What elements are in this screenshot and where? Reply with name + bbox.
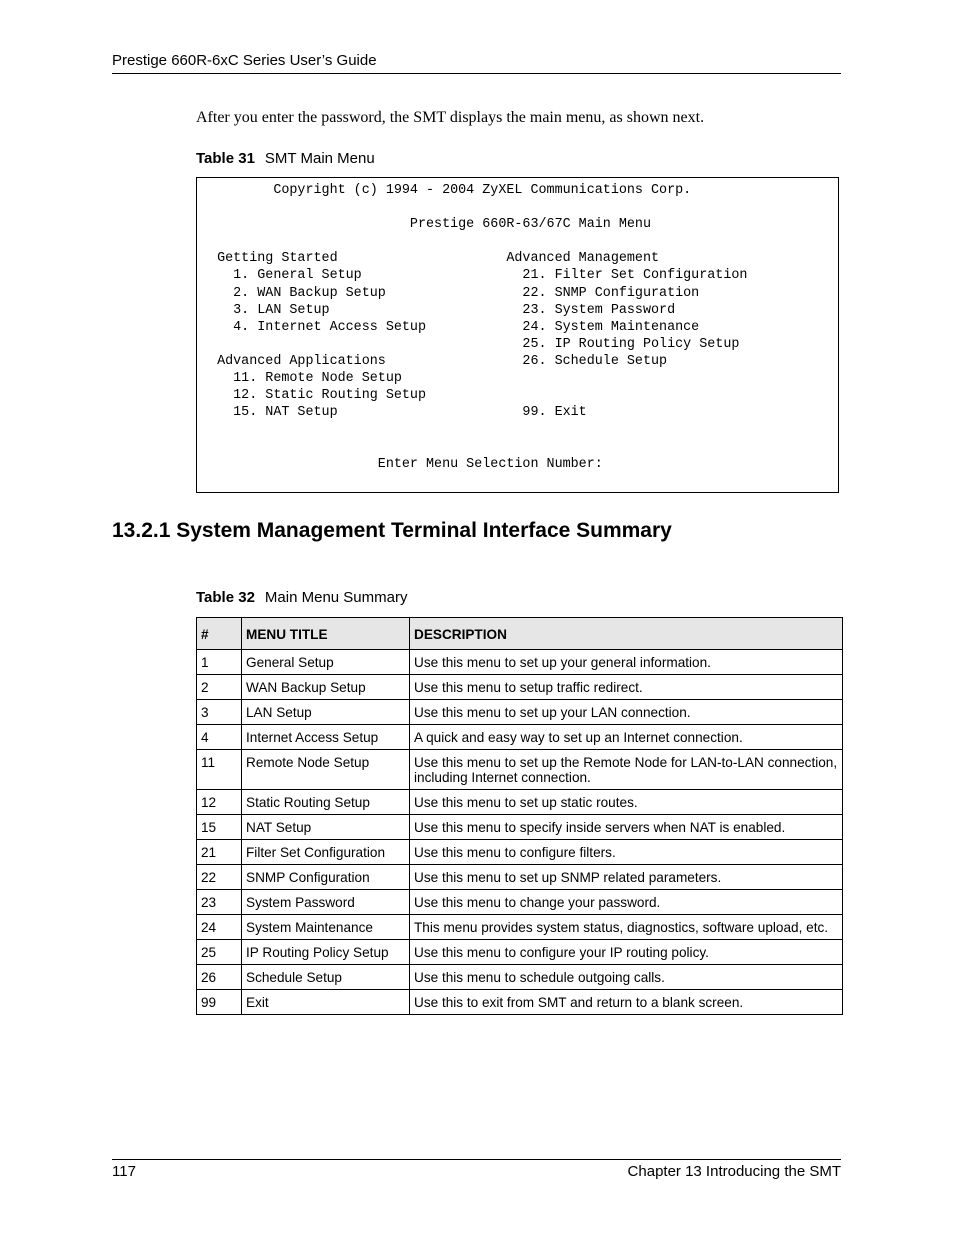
cell-menu-title: System Maintenance [242, 915, 410, 940]
table-row [197, 750, 843, 790]
cell-menu-title: LAN Setup [242, 700, 410, 725]
cell-description: Use this menu to schedule outgoing calls. [410, 965, 843, 990]
table-row [197, 725, 843, 750]
cell-menu-title: WAN Backup Setup [242, 675, 410, 700]
col-header-menu-title: MENU TITLE [242, 618, 410, 650]
cell-menu-title: SNMP Configuration [242, 865, 410, 890]
cell-description: Use this menu to specify inside servers when NAT is enabled. [410, 815, 843, 840]
table32-label: Table 32 [196, 589, 255, 606]
cell-number: 24 [197, 915, 242, 940]
chapter-title: Chapter 13 Introducing the SMT [627, 1163, 841, 1180]
cell-menu-title: Internet Access Setup [242, 725, 410, 750]
cell-description: Use this menu to set up SNMP related parameters. [410, 865, 843, 890]
page-footer [112, 1159, 841, 1181]
cell-number: 4 [197, 725, 242, 750]
cell-description: A quick and easy way to set up an Internet connection. [410, 725, 843, 750]
section-heading: 13.2.1 System Management Terminal Interface Summary [112, 519, 672, 542]
table-row [197, 915, 843, 940]
table-row [197, 990, 843, 1015]
cell-description: Use this menu to change your password. [410, 890, 843, 915]
smt-screen-text: Copyright (c) 1994 - 2004 ZyXEL Communications Corp. Prestige 660R-63/67C Main Menu Getting Started Advanced Management 1. General Setup 21. Filter Set Configuration 2. WAN Backup Setup 22. SNMP Configuration 3. LAN Setup 23. System Password 4. Internet Access Setup 24. System Maintenance 25. IP Routing Policy Setup Advanced Applications 26. Schedule Setup 11. Remote Node Setup 12. Static Routing Setup 15. NAT Setup 99. Exit Enter Menu Selection Number: [217, 183, 748, 472]
cell-description: Use this menu to set up the Remote Node for LAN-to-LAN connection, including Internet connection. [410, 750, 843, 790]
cell-number: 23 [197, 890, 242, 915]
table-row [197, 965, 843, 990]
cell-number: 22 [197, 865, 242, 890]
cell-number: 12 [197, 790, 242, 815]
smt-main-menu-screen [196, 177, 839, 493]
cell-number: 11 [197, 750, 242, 790]
table-row [197, 675, 843, 700]
table-row [197, 940, 843, 965]
cell-description: Use this menu to configure filters. [410, 840, 843, 865]
cell-menu-title: Exit [242, 990, 410, 1015]
table-row [197, 815, 843, 840]
cell-number: 26 [197, 965, 242, 990]
cell-menu-title: NAT Setup [242, 815, 410, 840]
cell-description: Use this menu to set up your general information. [410, 650, 843, 675]
cell-description: Use this menu to configure your IP routing policy. [410, 940, 843, 965]
running-header [112, 52, 841, 74]
table-body [197, 650, 843, 1015]
table-row [197, 840, 843, 865]
cell-number: 15 [197, 815, 242, 840]
table32-title: Main Menu Summary [264, 589, 408, 606]
cell-menu-title: General Setup [242, 650, 410, 675]
cell-menu-title: Filter Set Configuration [242, 840, 410, 865]
cell-number: 3 [197, 700, 242, 725]
cell-number: 99 [197, 990, 242, 1015]
table-row [197, 890, 843, 915]
cell-menu-title: Remote Node Setup [242, 750, 410, 790]
table-row [197, 700, 843, 725]
cell-number: 21 [197, 840, 242, 865]
table-row [197, 790, 843, 815]
cell-description: Use this menu to set up static routes. [410, 790, 843, 815]
table31-label: Table 31 [196, 150, 255, 167]
intro-paragraph: After you enter the password, the SMT displays the main menu, as shown next. [196, 109, 705, 126]
cell-menu-title: System Password [242, 890, 410, 915]
col-header-description: DESCRIPTION [410, 618, 843, 650]
cell-menu-title: Static Routing Setup [242, 790, 410, 815]
table-header-row [197, 618, 843, 650]
main-menu-summary-table [196, 617, 843, 1015]
cell-number: 1 [197, 650, 242, 675]
cell-menu-title: Schedule Setup [242, 965, 410, 990]
table-row [197, 865, 843, 890]
table-row [197, 650, 843, 675]
table31-caption [196, 150, 375, 168]
cell-description: Use this to exit from SMT and return to a blank screen. [410, 990, 843, 1015]
cell-description: Use this menu to set up your LAN connection. [410, 700, 843, 725]
cell-number: 25 [197, 940, 242, 965]
col-header-number: # [197, 618, 242, 650]
cell-description: Use this menu to setup traffic redirect. [410, 675, 843, 700]
cell-number: 2 [197, 675, 242, 700]
cell-menu-title: IP Routing Policy Setup [242, 940, 410, 965]
table32-caption [196, 589, 407, 607]
table31-title: SMT Main Menu [264, 150, 375, 167]
cell-description: This menu provides system status, diagnostics, software upload, etc. [410, 915, 843, 940]
guide-title: Prestige 660R-6xC Series User’s Guide [112, 52, 377, 69]
page-number: 117 [112, 1163, 136, 1180]
